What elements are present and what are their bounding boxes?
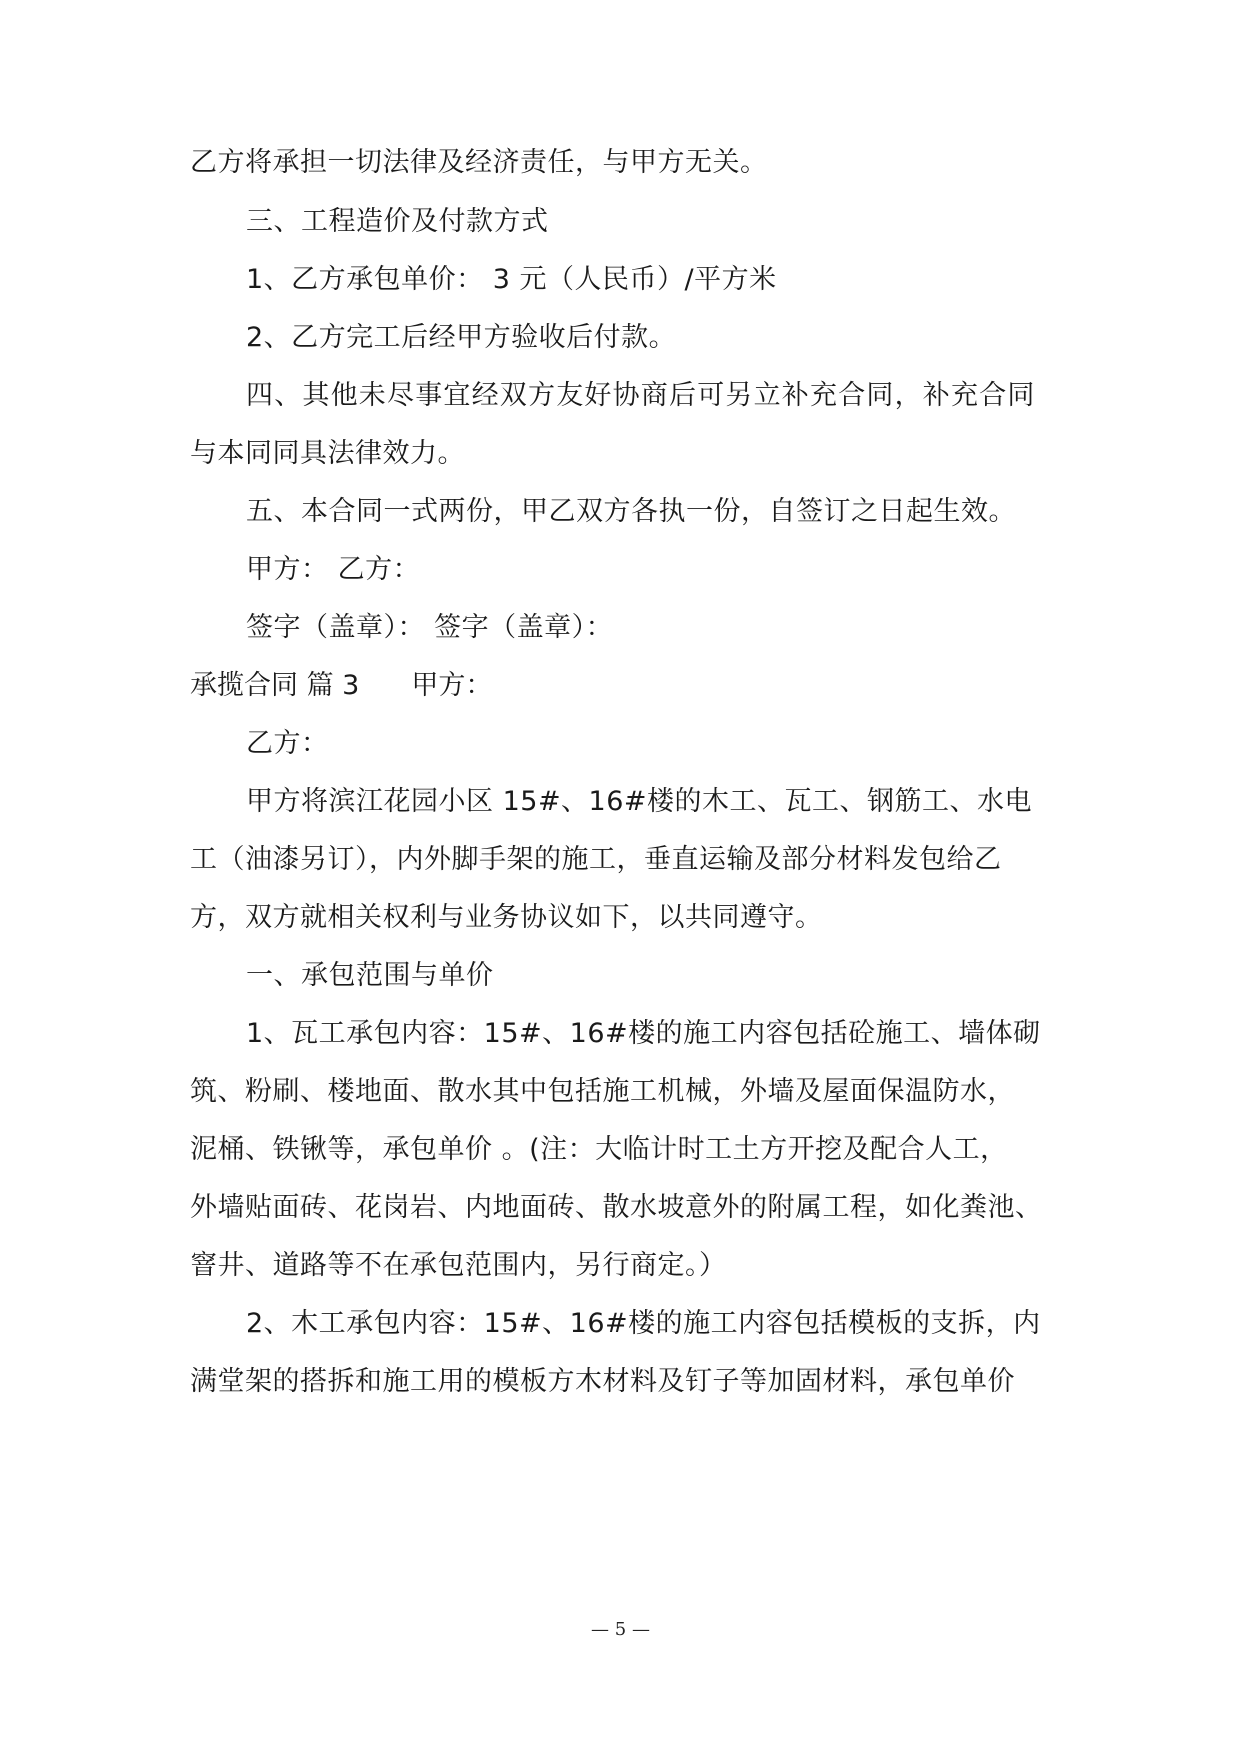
paragraph-line: 乙方将承担一切法律及经济责任，与甲方无关。 (190, 147, 768, 178)
party-a-label: 甲方： (411, 670, 493, 701)
paragraph-line: 与本同同具法律效力。 (190, 438, 465, 469)
paragraph-line: 工（油漆另订），内外脚手架的施工，垂直运输及部分材料发包给乙 (190, 844, 1002, 875)
signature-seal-line: 签字（盖章）： 签字（盖章）： (246, 612, 614, 643)
paragraph-line: 方，双方就相关权利与业务协议如下，以共同遵守。 (190, 902, 823, 933)
signature-parties: 甲方： 乙方： (246, 554, 421, 585)
section-heading-4: 四、其他未尽事宜经双方友好协商后可另立补充合同，补充合同 (246, 380, 1036, 411)
paragraph-line: 2、木工承包内容：15#、16#楼的施工内容包括模板的支拆，内 (246, 1308, 1041, 1339)
party-b-label: 乙方： (246, 728, 329, 759)
section-heading-3: 三、工程造价及付款方式 (246, 206, 549, 237)
paragraph-line: 1、瓦工承包内容：15#、16#楼的施工内容包括砼施工、墙体砌 (246, 1018, 1041, 1049)
contract-heading (190, 668, 492, 704)
paragraph-line: 筑、粉刷、楼地面、散水其中包括施工机械，外墙及屋面保温防水， (190, 1076, 1015, 1107)
contract-title: 承揽合同 篇 3 (190, 670, 360, 701)
paragraph-line: 满堂架的搭拆和施工用的模板方木材料及钉子等加固材料，承包单价 (190, 1366, 1015, 1397)
paragraph-line: 泥桶、铁锹等，承包单价 。(注：大临计时工土方开挖及配合人工， (190, 1134, 1008, 1165)
page-number: — 5 — (591, 1619, 650, 1640)
section-heading-1: 一、承包范围与单价 (246, 960, 494, 991)
paragraph-line: 窨井、道路等不在承包范围内，另行商定。） (190, 1250, 727, 1281)
section-heading-5: 五、本合同一式两份，甲乙双方各执一份，自签订之日起生效。 (246, 496, 1016, 527)
paragraph-line: 2、乙方完工后经甲方验收后付款。 (246, 322, 677, 353)
paragraph-line: 甲方将滨江花园小区 15#、16#楼的木工、瓦工、钢筋工、水电 (246, 786, 1033, 817)
paragraph-line: 1、乙方承包单价： 3 元（人民币）/平方米 (246, 264, 777, 295)
paragraph-line: 外墙贴面砖、花岗岩、内地面砖、散水坡意外的附属工程，如化粪池、 (190, 1192, 1043, 1223)
